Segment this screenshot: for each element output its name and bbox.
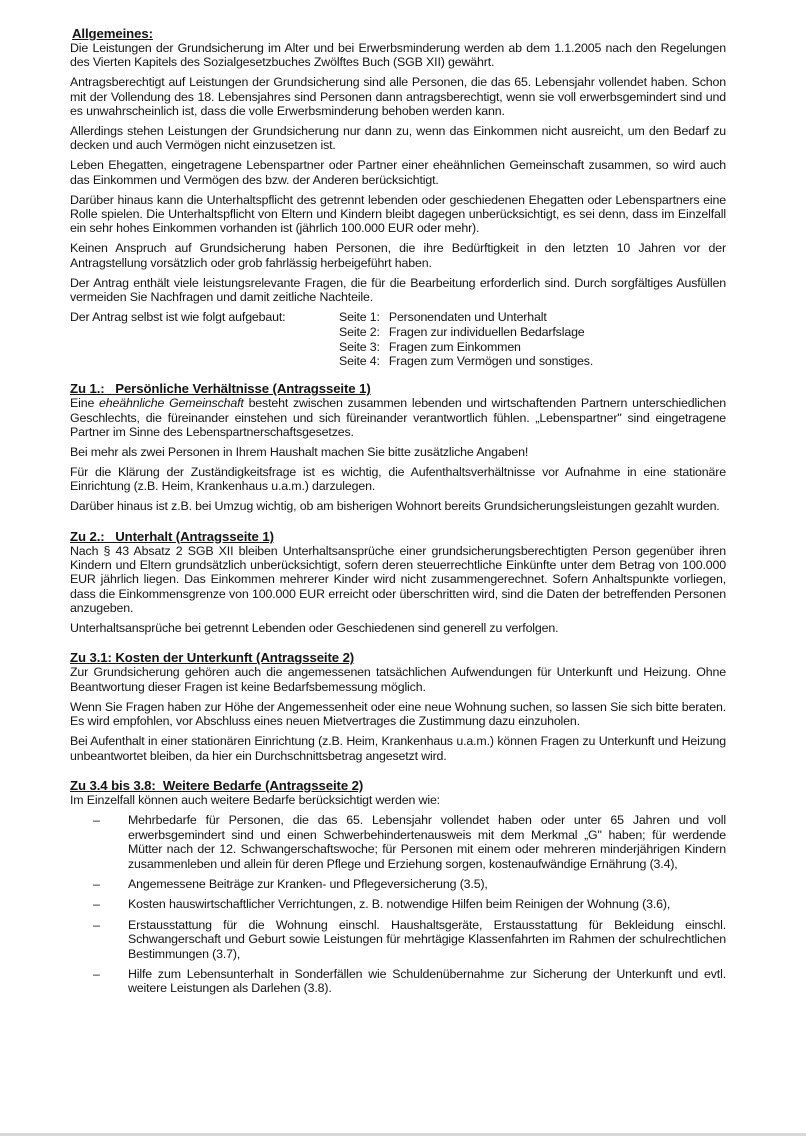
text: Eine [70, 396, 100, 411]
application-structure [70, 310, 726, 369]
list-item [70, 897, 726, 911]
list-item [70, 918, 726, 961]
list-item [70, 813, 726, 871]
dash-bullet-icon: – [93, 876, 100, 891]
emphasized-term: eheähnliche Gemeinschaft [99, 396, 244, 411]
dash-bullet-icon: – [93, 813, 100, 828]
bullet-list [70, 813, 726, 995]
section-heading: Allgemeines: [72, 26, 153, 41]
dash-bullet-icon: – [93, 966, 100, 981]
structure-label: Der Antrag selbst ist wie folgt aufgebaut: [70, 310, 286, 324]
section-persoenliche-verhaeltnisse [70, 381, 726, 513]
structure-page-item [339, 354, 593, 369]
page-description: Fragen zum Vermögen und sonstiges. [388, 354, 594, 369]
paragraph: Wenn Sie Fragen haben zur Höhe der Angemessenheit oder eine neue Wohnung suchen, so lassen Sie sich bitte beraten. Es wird empfohlen, vor Abschluss eines neuen Mietvertrages die Zustimmung dazu einzuholen. [70, 699, 726, 729]
paragraph: Unterhaltsansprüche bei getrennt Lebenden oder Geschiedenen sind generell zu verfolgen. [70, 621, 559, 636]
dash-bullet-icon: – [93, 897, 100, 912]
paragraph: Darüber hinaus ist z.B. bei Umzug wichtig, ob am bisherigen Wohnort bereits Grundsicherungsleistungen gezahlt wurden. [70, 499, 720, 514]
paragraph: Im Einzelfall können auch weitere Bedarfe berücksichtigt werden wie: [70, 792, 440, 807]
document-page [70, 26, 726, 1002]
paragraph: Allerdings stehen Leistungen der Grundsicherung nur dann zu, wenn das Einkommen nicht ausreicht, um den Bedarf zu decken und auch Vermögen nicht einzusetzen ist. [70, 124, 726, 153]
structure-page-item [339, 340, 593, 355]
page-description: Fragen zur individuellen Bedarfslage [388, 324, 585, 339]
list-item-text: Kosten hauswirtschaftlicher Verrichtungen, z. B. notwendige Hilfen beim Reinigen der Wohnung (3.6), [128, 897, 671, 912]
section-heading: Zu 2.: Unterhalt (Antragsseite 1) [70, 528, 274, 544]
structure-page-list [339, 310, 593, 369]
paragraph: Zur Grundsicherung gehören auch die angemessenen tatsächlichen Aufwendungen für Unterkunft und Heizung. Ohne Beantwortung dieser Fragen ist keine Bedarfsbemessung möglich. [70, 665, 726, 694]
paragraph: Der Antrag enthält viele leistungsrelevante Fragen, die für die Bearbeitung erforderlich sind. Durch sorgfältiges Ausfüllen vermeiden Sie Nachfragen und damit zeitliche Nachteile. [70, 275, 726, 305]
paragraph: Antragsberechtigt auf Leistungen der Grundsicherung sind alle Personen, die das 65. Lebensjahr vollendet haben. Schon mit der Vollendung des 18. Lebensjahres sind Personen dann antragsberechtigt, wenn sie voll erwerbsgemindert sind und es unwahrscheinlich ist, dass die volle Erwerbsminderung behoben werden kann. [70, 75, 726, 119]
paragraph: Bei Aufenthalt in einer stationären Einrichtung (z.B. Heim, Krankenhaus u.a.m.) können Fragen zu Unterkunft und Heizung unbeantwortet bleiben, da hier ein Durchschnittsbetrag angesetzt wird. [70, 734, 726, 763]
dash-bullet-icon: – [93, 917, 100, 932]
page-number: Seite 4: [339, 354, 380, 369]
page-description: Fragen zum Einkommen [388, 339, 521, 354]
list-item-text: Erstausstattung für die Wohnung einschl. Haushaltsgeräte, Erstausstattung für Bekleidung einschl. Schwangerschaft und Geburt sowie Leistungen für mehrtägige Klassenfahrten im Rahmen der schulrechtlichen Bestimmungen (3.7), [128, 917, 726, 961]
paragraph: Die Leistungen der Grundsicherung im Alter und bei Erwerbsminderung werden ab dem 1.1.2005 nach den Regelungen des Vierten Kapitels des Sozialgesetzbuches Zwölftes Buch (SGB XII) gewährt. [70, 41, 726, 70]
section-weitere-bedarfe [70, 778, 726, 996]
list-item-text: Angemessene Beiträge zur Kranken- und Pflegeversicherung (3.5), [128, 876, 488, 891]
paragraph: Darüber hinaus kann die Unterhaltspflicht des getrennt lebenden oder geschiedenen Ehegatten oder Lebenspartners eine Rolle spielen. Die Unterhaltspflicht von Eltern und Kindern bleibt dagegen unberücksichtigt, es sei denn, dass im Einzelfall ein sehr hohes Einkommen vorhanden ist (jährlich 100.000 EUR oder mehr). [70, 192, 726, 236]
page-number: Seite 3: [339, 339, 380, 354]
page-description: Personendaten und Unterhalt [388, 310, 547, 324]
paragraph: Bei mehr als zwei Personen in Ihrem Haushalt machen Sie bitte zusätzliche Angaben! [70, 444, 529, 459]
text: besteht zwischen zusammen lebenden und wirtschaftenden Partnern unterschiedlichen Geschlechts, die füreinander einstehen und sich füreinander verantwortlich fühlen. „Lebenspartner" sind eingetragene Partner im Sinne des Lebenspartnerschaftsgesetzes. [70, 396, 726, 439]
section-heading: Zu 1.: Persönliche Verhältnisse (Antragsseite 1) [70, 381, 371, 397]
structure-page-item [339, 310, 593, 325]
page-number: Seite 2: [339, 324, 380, 339]
page-number: Seite 1: [339, 310, 380, 324]
paragraph: Für die Klärung der Zuständigkeitsfrage ist es wichtig, die Aufenthaltsverhältnisse vor Aufnahme in eine stationäre Einrichtung (z.B. Heim, Krankenhaus u.a.m.) darzulegen. [70, 464, 726, 494]
paragraph: Leben Ehegatten, eingetragene Lebenspartner oder Partner einer eheähnlichen Gemeinschaft zusammen, so wird auch das Einkommen und Vermögen des bzw. der Anderen berücksichtigt. [70, 158, 726, 187]
list-item-text: Hilfe zum Lebensunterhalt in Sonderfällen wie Schuldenübernahme zur Sicherung der Unterkunft und evtl. weitere Leistungen als Darlehen (3.8). [128, 966, 726, 996]
section-heading: Zu 3.1: Kosten der Unterkunft (Antragsseite 2) [70, 650, 355, 666]
section-heading: Zu 3.4 bis 3.8: Weitere Bedarfe (Antragsseite 2) [70, 777, 364, 793]
section-unterhalt [70, 529, 726, 636]
paragraph: Keinen Anspruch auf Grundsicherung haben Personen, die ihre Bedürftigkeit in den letzten 10 Jahren vor der Antragstellung vorsätzlich oder grob fahrlässig herbeigeführt haben. [70, 241, 726, 270]
list-item [70, 967, 726, 996]
list-item-text: Mehrbedarfe für Personen, die das 65. Lebensjahr vollendet haben oder unter 65 Jahren und voll erwerbsgemindert sind und einen Schwerbehindertenausweis mit dem Merkmal „G" haben; für werdende Mütter nach der 12. Schwangerschaftswoche; für Personen mit einem oder mehreren minderjährigen Kindern zusammenleben und allein für deren Pflege und Erziehung sorgen, kostenaufwändige Ernährung (3.4), [128, 813, 726, 871]
list-item [70, 877, 726, 891]
paragraph: Nach § 43 Absatz 2 SGB XII bleiben Unterhaltsansprüche einer grundsicherungsberechtigten Person gegenüber ihren Kindern und Eltern grundsätzlich unberücksichtigt, sofern deren steuerrechtliche Einkünfte unter dem Betrag von 100.000 EUR jährlich liegen. Das Einkommen mehrerer Kinder wird nicht zusammengerechnet. Sofern Anhaltspunkte vorliegen, dass die Einkommensgrenze von 100.000 EUR erreicht oder überschritten wird, sind die Daten der betreffenden Personen anzugeben. [70, 543, 726, 616]
structure-page-item [339, 325, 593, 340]
paragraph [70, 396, 726, 439]
section-allgemeines [70, 26, 726, 369]
section-kosten-der-unterkunft [70, 650, 726, 762]
